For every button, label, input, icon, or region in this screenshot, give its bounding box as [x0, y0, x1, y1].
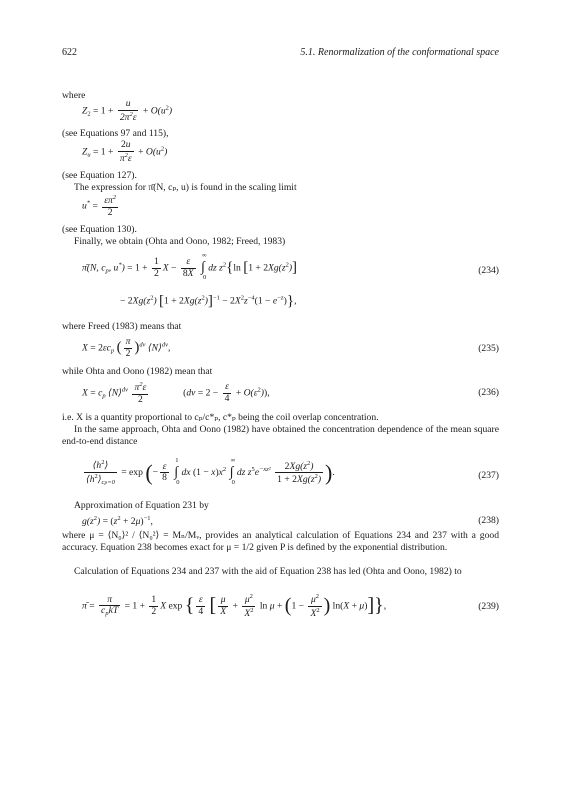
text-where: where	[62, 90, 86, 101]
equation-234-cont: − $2Xg(z^2) [1 + 2Xg(z^2)]^{-1} - 2X^2z^{-4}(1 - e^{-z})$},	[120, 293, 297, 309]
equation-number-239: (239)	[478, 601, 499, 612]
text-where-freed: where Freed (1983) means that	[62, 321, 182, 332]
running-head: 5.1. Renormalization of the conformational space	[300, 47, 499, 58]
text-while-ohta: while Ohta and Oono (1982) mean that	[62, 366, 213, 377]
equation-number-235: (235)	[478, 343, 499, 354]
equation-z2: $Z_2 = 1$ + $\frac{u}{2\pi^2\varepsilon}$ + $O(u^2)$	[82, 98, 173, 123]
equation-number-236: (236)	[478, 387, 499, 398]
text-ie: i.e. X is a quantity proportional to cₚ/c*ₚ, c*ₚ being the coil overlap concentration.	[62, 412, 379, 423]
text-see127: (see Equation 127).	[62, 170, 137, 181]
text-calculation: Calculation of Equations 234 and 237 with the aid of Equation 238 has led (Ohta and Oono, 1982) to	[74, 566, 462, 577]
equation-237: $\frac{⟨h^2⟩}{⟨h^2⟩_{cp=0}}$ = exp (− $\frac{\varepsilon}{8}$ ∫ 1 0 dx $(1 - x)x^2$ ∫ ∞ 0 dz $z^5e^{-xz^2}$ $\frac{2Xg(z^2)}{1 + 2Xg(z^2)}$ ). (237)	[86, 457, 499, 486]
equation-number-234: (234)	[478, 265, 499, 276]
text-finally: Finally, we obtain (Ohta and Oono, 1982; Freed, 1983)	[74, 236, 286, 247]
equation-number-237: (237)	[478, 470, 499, 481]
text-where-mu: where μ = ⟨N₀⟩² / ⟨N₀²⟩ = Mₙ/Mᵥ, provides an analytical calculation of Equations 234 and 237 with a good accuracy. Equation 238 becomes exact for μ = 1/2 given P is defined by the exponential distribution.	[62, 530, 499, 553]
equation-234: π̄(N, $c_p$, u*) = 1 + $\frac{1}{2}$ X − $\frac{\varepsilon}{8X}$ ∫ ∞ 0 dz $z^2\{\ln$ $[1 + 2Xg(z^2)]$ (234)	[82, 252, 499, 282]
equation-239: π̄ = $\frac{\pi}{c_pkT}$ = 1 + $\frac{1}{2}$ X exp { $\frac{\varepsilon}{4}$ [ $\frac{\mu}{X}$ + $\frac{\mu^2}{X^2}$ ln μ + (1 − $\frac{\mu^2}{X^2}$ ) ln(X + μ)]}, (239)	[82, 593, 499, 619]
equation-ustar: u* = $\frac{\varepsilon\pi^2}{2}$	[82, 194, 117, 218]
text-expression: The expression for π̄(N, cₚ, u) is found in the scaling limit	[74, 182, 297, 193]
equation-238: $g(z^2) = (z^2 + 2\mu)^{-1}$, (238)	[82, 515, 499, 527]
text-see130: (see Equation 130).	[62, 224, 137, 235]
page-header	[62, 47, 499, 61]
equation-236: $X = c_p$ ⟨N⟩$^{d\nu}$ $\frac{\pi^2\varepsilon}{2}$ (dν = 2 − $\frac{\varepsilon}{4}$ + $O(\varepsilon^2)$), (236)	[82, 381, 499, 405]
equation-zu: $Z_u = 1$ + $\frac{2u}{\pi^2\varepsilon}$ + $O(u^2)$	[82, 139, 168, 164]
equation-235: $X = 2\varepsilon c_p$ ( $\frac{\pi}{2}$ )$^{d\nu}$ ⟨N⟩$^{d\nu}$, (235)	[82, 336, 499, 359]
text-approx: Approximation of Equation 231 by	[74, 500, 209, 511]
page-number: 622	[62, 47, 77, 58]
equation-number-238: (238)	[478, 515, 499, 526]
text-see97: (see Equations 97 and 115),	[62, 128, 169, 139]
text-same-approach: In the same approach, Ohta and Oono (1982) have obtained the concentration dependence of the mean square end-to-end distance	[62, 424, 499, 447]
